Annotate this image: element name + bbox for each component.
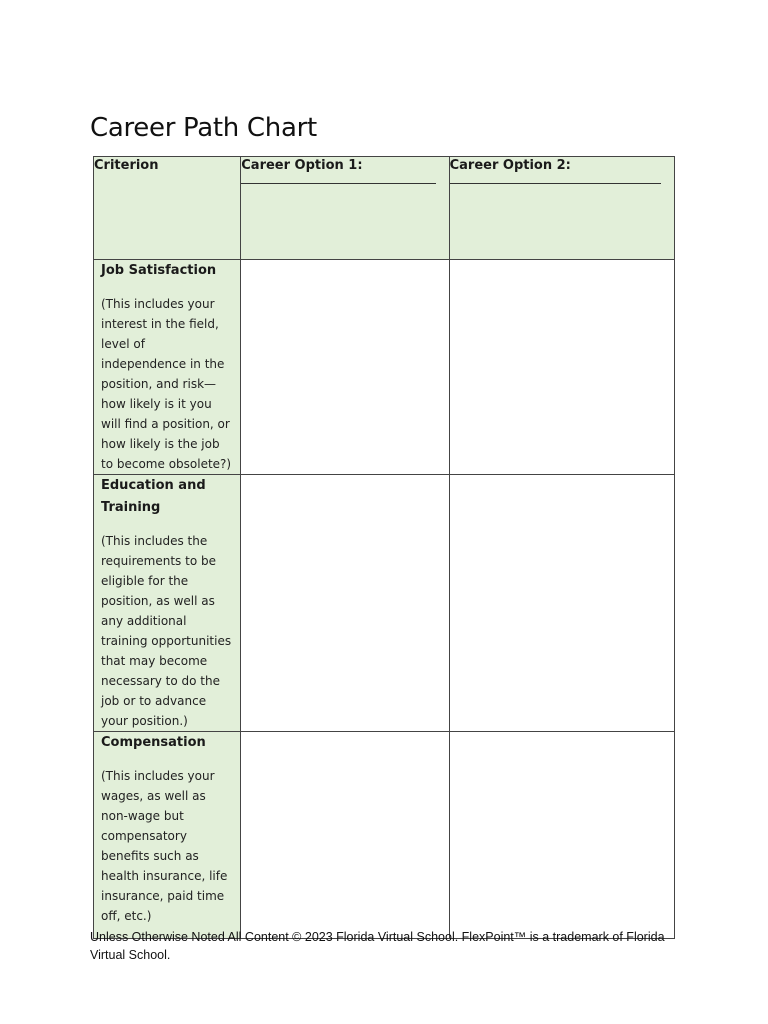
header-career-option-2: [449, 157, 674, 260]
option-1-cell[interactable]: [241, 475, 449, 732]
option-1-blank-line[interactable]: [241, 183, 436, 184]
header-option-2-label: Career Option 2:: [449, 158, 571, 173]
table-row: [94, 260, 675, 475]
option-1-cell[interactable]: [241, 732, 449, 939]
header-criterion: [94, 157, 241, 260]
criterion-description: (This includes the requirements to be eligible for the position, as well as any additional training opportunities that may become necessary to do the job or to advance your position.): [101, 534, 232, 728]
criterion-description: (This includes your interest in the field, level of independence in the position, and risk—how likely is it you will find a position, or how likely is the job to become obsolete?): [101, 297, 232, 471]
criterion-cell-compensation: [94, 732, 241, 939]
option-2-cell[interactable]: [449, 260, 674, 475]
criterion-description: (This includes your wages, as well as non-wage but compensatory benefits such as health insurance, life insurance, paid time off, etc.): [101, 769, 228, 923]
header-career-option-1: [241, 157, 449, 260]
table-header-row: [94, 157, 675, 260]
criterion-name: Job Satisfaction: [101, 263, 217, 278]
criterion-name: Compensation: [101, 735, 206, 750]
header-option-1-label: Career Option 1:: [241, 158, 363, 173]
option-2-blank-line[interactable]: [450, 183, 661, 184]
header-criterion-label: Criterion: [94, 158, 159, 173]
option-2-cell[interactable]: [449, 475, 674, 732]
criterion-cell-job-satisfaction: [94, 260, 241, 475]
criterion-cell-education-training: [94, 475, 241, 732]
option-2-cell[interactable]: [449, 732, 674, 939]
table-row: [94, 732, 675, 939]
career-path-table: [93, 156, 675, 939]
criterion-name: Education and Training: [101, 478, 206, 515]
copyright-footer: Unless Otherwise Noted All Content © 2023 Florida Virtual School. FlexPoint™ is a trademark of Florida Virtual School.: [90, 930, 665, 962]
table-row: [94, 475, 675, 732]
page-title: Career Path Chart: [90, 113, 317, 143]
option-1-cell[interactable]: [241, 260, 449, 475]
